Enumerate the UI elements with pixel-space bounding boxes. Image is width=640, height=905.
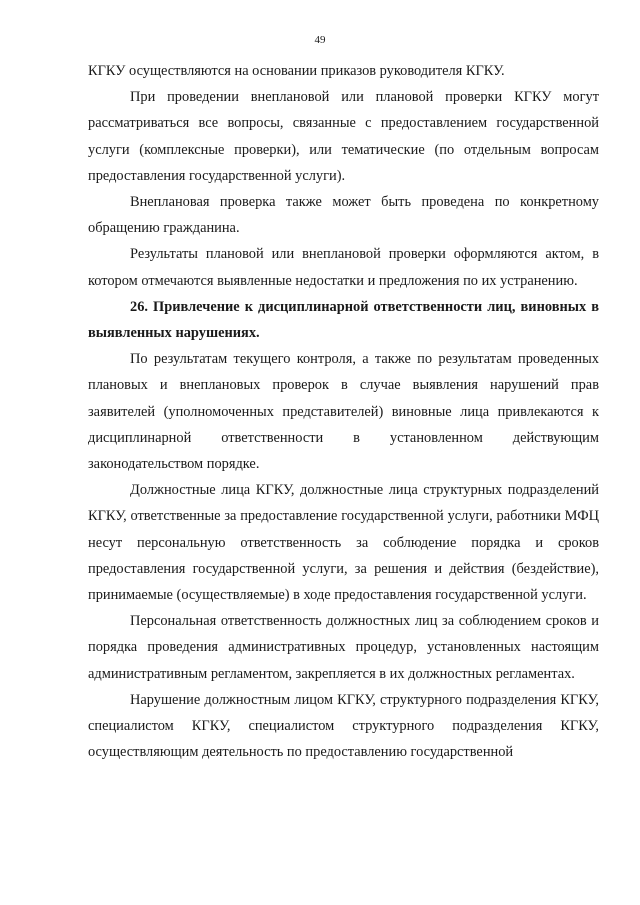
document-body xyxy=(88,58,599,765)
paragraph-continuation: КГКУ осуществляются на основании приказов руководителя КГКУ. xyxy=(88,63,505,79)
paragraph-inspection-results: Результаты плановой или внеплановой проверки оформляются актом, в котором отмечаются выявленные недостатки и предложения по их устранению. xyxy=(88,246,599,289)
paragraph-personal-responsibility: Персональная ответственность должностных лиц за соблюдением сроков и порядка проведения административных процедур, установленных настоящим административным регламентом, закрепляется в их должностных регламентах. xyxy=(88,613,599,682)
paragraph-violation: Нарушение должностным лицом КГКУ, структурного подразделения КГКУ, специалистом КГКУ, специалистом структурного подразделения КГКУ, осуществляющим деятельность по предоставлению государственной xyxy=(88,691,599,761)
paragraph-unscheduled-inspection: Внеплановая проверка также может быть проведена по конкретному обращению гражданина. xyxy=(88,194,599,237)
section-heading-26: 26. Привлечение к дисциплинарной ответственности лиц, виновных в выявленных нарушениях. xyxy=(88,298,599,342)
paragraph-officials-responsibility: Должностные лица КГКУ, должностные лица структурных подразделений КГКУ, ответственные за предоставление государственной услуги, работники МФЦ несут персональную ответственность за соблюдение порядка и сроков предоставления государственной услуги, за решения и действия (бездействие), принимаемые (осуществляемые) в ходе предоставления государственной услуги. xyxy=(88,482,599,604)
page-number: 49 xyxy=(314,34,326,46)
paragraph-inspection-scope: При проведении внеплановой или плановой проверки КГКУ могут рассматриваться все вопросы, связанные с предоставлением государственной услуги (комплексные проверки), или тематические (по отдельным вопросам предоставления государственной услуги). xyxy=(88,89,599,184)
paragraph-disciplinary-liability: По результатам текущего контроля, а также по результатам проведенных плановых и внеплановых проверок в случае выявления нарушений прав заявителей (уполномоченных представителей) виновные лица привлекаются к дисциплинарной ответственности в установленном действующим законодательством порядке. xyxy=(88,351,599,473)
